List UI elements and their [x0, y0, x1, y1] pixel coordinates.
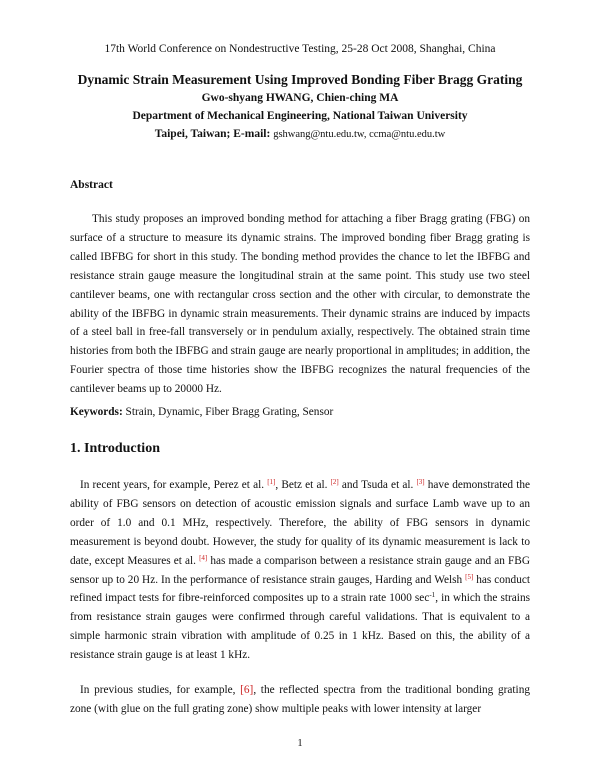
abstract-text: This study proposes an improved bonding method for attaching a fiber Bragg grating (FBG) on surface of a structure to measure its dynamic strains. The improved bonding fiber Bragg grating is called IBFBG for short in this study. The bonding method provides the chance to let the IBFBG and resistance strain gauge measure the longitudinal strain at the same point. This study use two steel cantilever beams, one with rectangular cross section and the other with circular, to demonstrate the ability of the IBFBG in dynamic strain measurements. Their dynamic strains are induced by impacts of a steel ball in free-fall transversely or in pendulum axially, respectively. The obtained strain time histories from both the IBFBG and strain gauge are nearly proportional in amplitudes; in addition, the Fourier spectra of those time histories show the IBFBG recognizes the natural frequencies of the cantilever beams up to 20000 Hz.	[70, 213, 530, 396]
paper-title: Dynamic Strain Measurement Using Improved Bonding Fiber Bragg Grating	[77, 72, 523, 87]
exponent: -1	[429, 591, 436, 600]
conference-header: 17th World Conference on Nondestructive Testing, 25-28 Oct 2008, Shanghai, China	[104, 43, 496, 55]
introduction-paragraph-2: In previous studies, for example, [6], the reflected spectra from the traditional bonding grating zone (with glue on the full grating zone) show multiple peaks with lower intensity at larger	[70, 684, 530, 715]
affiliation: Department of Mechanical Engineering, National Taiwan University	[132, 110, 468, 122]
introduction-heading: 1. Introduction	[70, 441, 160, 456]
introduction-paragraph-1: In recent years, for example, Perez et al. [1], Betz et al. [2] and Tsuda et al. [3] have demonstrated the ability of FBG sensors on detection of acoustic emission signals and surface Lamb wave up to an order of 1.0 and 0.1 MHz, respectively. Therefore, the ability of FBG sensors in dynamic measurement is beyond doubt. However, the study for quality of its dynamic measurement is lack to date, except Measures et al. [4] has made a comparison between a resistance strain gauge and an FBG sensor up to 20 Hz. In the performance of resistance strain gauges, Harding and Welsh [5] has conduct refined impact tests for fibre-reinforced composites up to a strain rate 1000 $\sec^{-1}$, in which the strains from resistance strain gauges were confirmed through careful validations. That is equivalent to a simple harmonic strain vibration with amplitude of 0.25 in 1 kHz. Based on this, the ability of a resistance strain gauge is at least 1 kHz.	[70, 478, 531, 662]
abstract-heading: Abstract	[70, 179, 113, 191]
citation-link[interactable]: [3]	[416, 478, 425, 486]
location-label: Taipei, Taiwan; E-mail:	[154, 128, 271, 140]
keywords-list: Strain, Dynamic, Fiber Bragg Grating, Sensor	[122, 406, 334, 418]
citation-link[interactable]: [5]	[465, 572, 474, 581]
citation-link[interactable]: [1]	[267, 478, 276, 486]
citation-link[interactable]: [6]	[240, 684, 254, 696]
page-number: 1	[297, 738, 303, 749]
keywords	[70, 406, 530, 418]
keywords-label: Keywords:	[70, 406, 123, 418]
citation-link[interactable]: [2]	[330, 478, 339, 486]
author-emails: gshwang@ntu.edu.tw, ccma@ntu.edu.tw	[273, 129, 446, 140]
authors: Gwo-shyang HWANG, Chien-ching MA	[201, 92, 399, 104]
title-block	[0, 70, 600, 144]
citation-link[interactable]: [4]	[199, 553, 208, 562]
contact-line	[0, 125, 600, 144]
